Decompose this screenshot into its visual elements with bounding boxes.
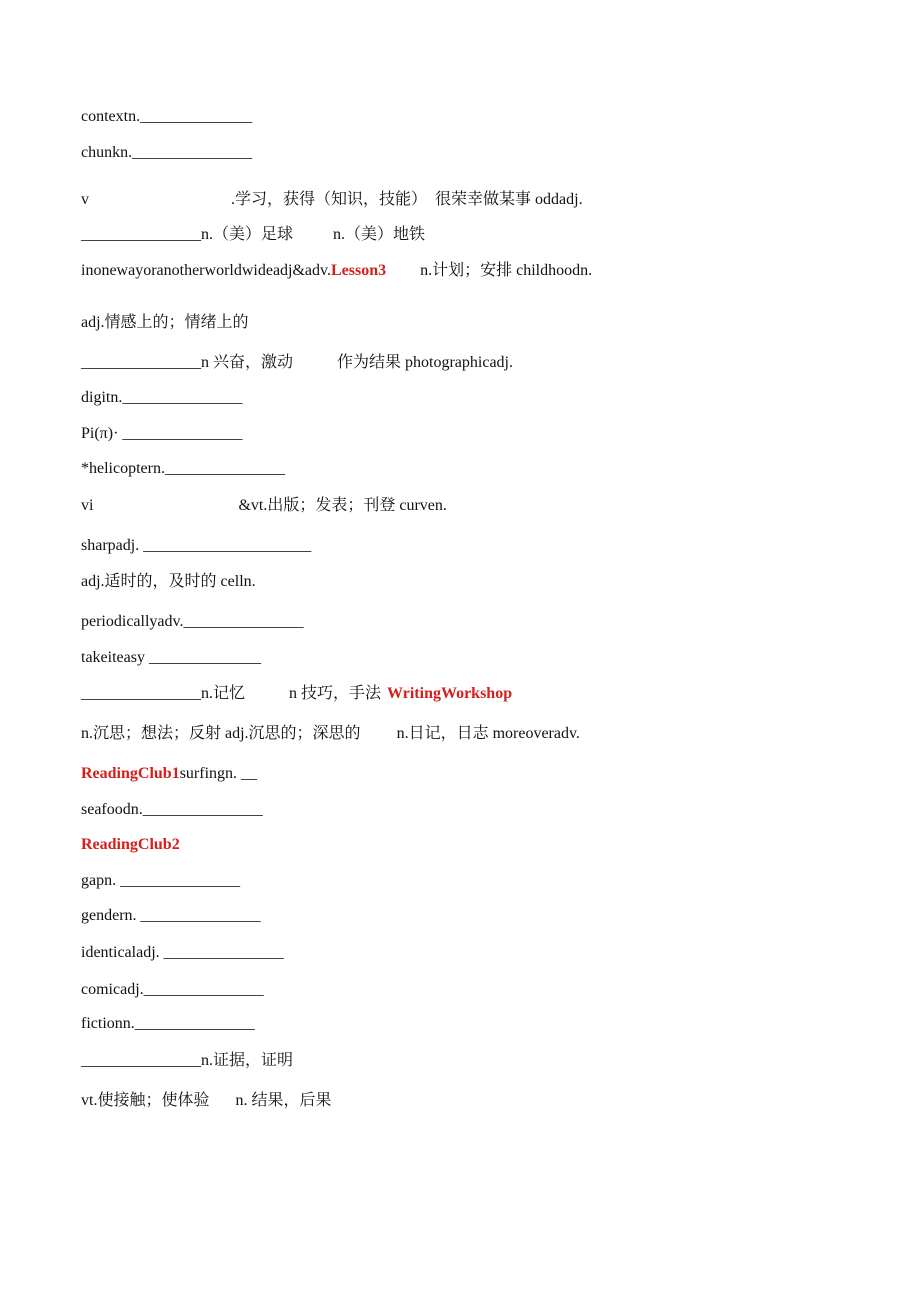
vocab-line <box>81 1014 255 1034</box>
vocab-line <box>81 724 580 744</box>
vocab-line <box>81 612 303 632</box>
vocab-text: inonewayoranotherworldwideadj&adv. <box>81 262 331 279</box>
vocab-text: gendern. _______________ <box>81 907 261 924</box>
lesson-heading: Lesson3 <box>331 262 387 279</box>
vocab-text: surfingn. __ <box>179 765 258 782</box>
vocab-line <box>81 261 592 281</box>
vocab-text: 作为结果 photographicadj. <box>337 354 513 371</box>
vocab-text: _______________n 兴奋，激动 <box>81 354 294 371</box>
vocab-text: chunkn._______________ <box>81 144 253 161</box>
vocab-line <box>81 388 242 408</box>
vocab-line <box>81 190 583 210</box>
vocab-line <box>81 835 180 855</box>
vocab-line <box>81 871 240 891</box>
vocab-text: gapn. _______________ <box>81 872 241 889</box>
vocab-text: seafoodn._______________ <box>81 801 263 818</box>
vocab-text: &vt.出版；发表；刊登 curven. <box>238 497 447 514</box>
vocab-text: periodicallyadv._______________ <box>81 613 304 630</box>
section-heading: WritingWorkshop <box>387 685 513 702</box>
vocab-line <box>81 980 264 1000</box>
vocab-line <box>81 143 252 163</box>
vocab-text: _______________n.（美）足球 <box>81 226 294 243</box>
vocab-text: identicaladj. _______________ <box>81 944 284 961</box>
vocab-text: 很荣幸做某事 oddadj. <box>435 191 583 208</box>
vocab-line <box>81 496 447 516</box>
vocab-line <box>81 313 249 333</box>
vocab-line <box>81 459 285 479</box>
vocab-text: n.计划；安排 childhoodn. <box>420 262 593 279</box>
vocab-text: vt.使接触；使体验 <box>81 1092 210 1109</box>
vocab-text: n 技巧，手法 <box>289 685 382 702</box>
vocab-line <box>81 107 252 127</box>
vocab-text: vi <box>81 497 94 514</box>
vocab-line <box>81 536 311 556</box>
vocab-text: n. 结果，后果 <box>235 1092 332 1109</box>
section-heading: ReadingClub1 <box>81 765 180 782</box>
vocab-line <box>81 684 512 704</box>
vocab-text: _______________n.证据，证明 <box>81 1052 294 1069</box>
vocab-text: n.沉思；想法；反射 adj.沉思的；深思的 <box>81 725 361 742</box>
vocab-text: comicadj._______________ <box>81 981 264 998</box>
vocab-line <box>81 1091 331 1111</box>
vocab-text: n.日记，日志 moreoveradv. <box>396 725 580 742</box>
vocab-line <box>81 225 425 245</box>
vocab-line <box>81 764 257 784</box>
vocab-text: fictionn._______________ <box>81 1015 255 1032</box>
vocab-text: takeiteasy ______________ <box>81 649 261 666</box>
vocab-text: contextn.______________ <box>81 108 253 125</box>
vocab-text: digitn._______________ <box>81 389 243 406</box>
vocab-line <box>81 800 263 820</box>
vocab-text: sharpadj. _____________________ <box>81 537 312 554</box>
vocab-text: adj.情感上的；情绪上的 <box>81 314 249 331</box>
vocab-text: adj.适时的，及时的 celln. <box>81 573 256 590</box>
vocab-text: .学习，获得（知识，技能） <box>231 191 428 208</box>
vocab-text: *helicoptern._______________ <box>81 460 285 477</box>
vocab-line <box>81 353 513 373</box>
vocab-line <box>81 424 242 444</box>
vocab-line <box>81 1051 293 1071</box>
section-heading: ReadingClub2 <box>81 836 180 853</box>
vocab-line <box>81 943 284 963</box>
vocab-text: Pi(π)· _______________ <box>81 425 243 442</box>
vocab-line <box>81 648 261 668</box>
vocab-text: _______________n.记忆 <box>81 685 246 702</box>
vocab-text: v <box>81 191 89 208</box>
vocab-line <box>81 906 261 926</box>
vocab-text: n.（美）地铁 <box>333 226 426 243</box>
vocab-line <box>81 572 256 592</box>
